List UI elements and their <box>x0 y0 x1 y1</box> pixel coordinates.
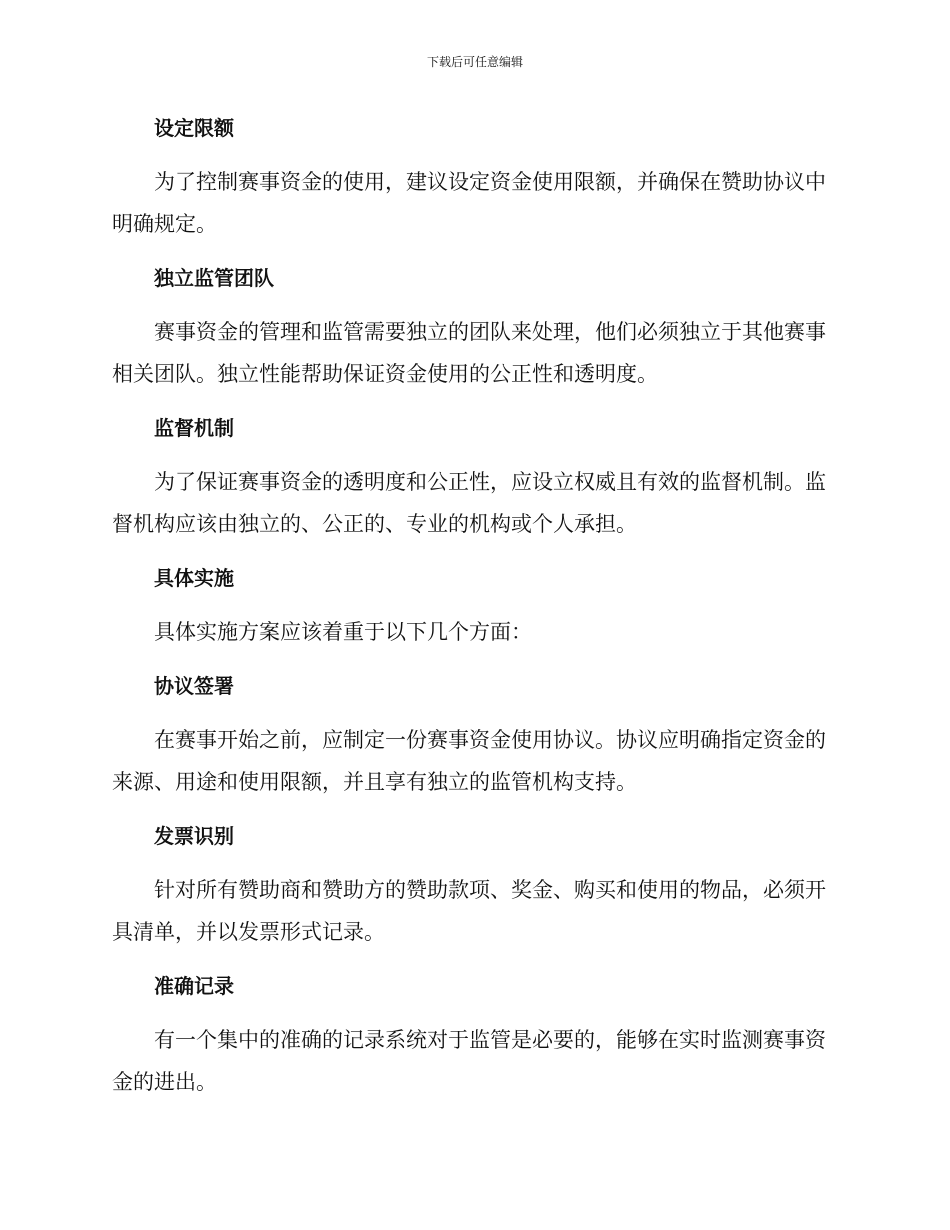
section-paragraph: 在赛事开始之前，应制定一份赛事资金使用协议。协议应明确指定资金的来源、用途和使用限额，并且享有独立的监管机构支持。 <box>112 728 826 794</box>
section-set-limit <box>112 109 832 245</box>
document-content <box>112 109 832 1117</box>
section-independent-supervision-team <box>112 259 832 395</box>
section-heading: 发票识别 <box>154 824 234 848</box>
section-heading: 监督机制 <box>154 416 234 440</box>
section-paragraph: 赛事资金的管理和监管需要独立的团队来处理，他们必须独立于其他赛事相关团队。独立性能帮助保证资金使用的公正性和透明度。 <box>112 320 826 386</box>
section-heading: 准确记录 <box>154 974 234 998</box>
section-paragraph: 有一个集中的准确的记录系统对于监管是必要的，能够在实时监测赛事资金的进出。 <box>112 1028 826 1094</box>
section-paragraph: 针对所有赞助商和赞助方的赞助款项、奖金、购买和使用的物品，必须开具清单，并以发票形式记录。 <box>112 878 826 944</box>
section-accurate-records <box>112 967 832 1103</box>
section-invoice-identification <box>112 817 832 953</box>
section-implementation <box>112 559 832 653</box>
section-heading: 设定限额 <box>154 116 234 140</box>
header-note: 下载后可任意编辑 <box>426 55 523 69</box>
section-agreement-signing <box>112 667 832 803</box>
section-paragraph: 具体实施方案应该着重于以下几个方面： <box>154 620 532 644</box>
section-supervision-mechanism <box>112 409 832 545</box>
section-paragraph: 为了控制赛事资金的使用，建议设定资金使用限额，并确保在赞助协议中明确规定。 <box>112 170 826 236</box>
section-heading: 协议签署 <box>154 674 234 698</box>
section-heading: 独立监管团队 <box>154 266 274 290</box>
section-heading: 具体实施 <box>154 566 234 590</box>
section-paragraph: 为了保证赛事资金的透明度和公正性，应设立权威且有效的监督机制。监督机构应该由独立的、公正的、专业的机构或个人承担。 <box>112 470 826 536</box>
